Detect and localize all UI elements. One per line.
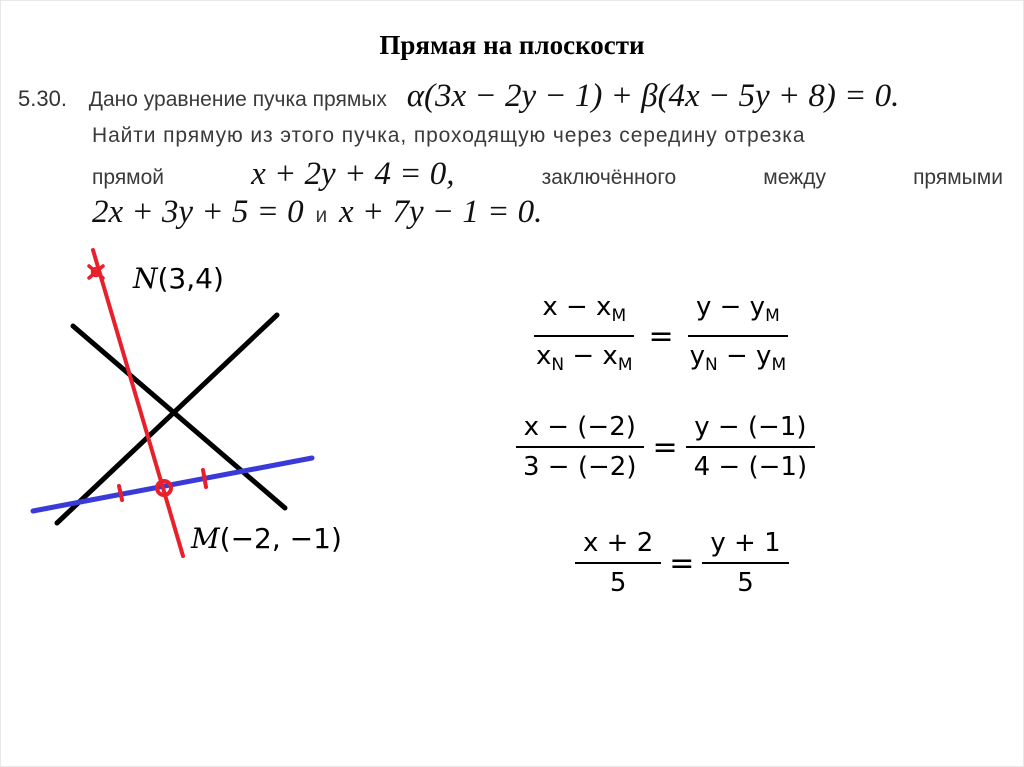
point-m-name: M [191, 522, 220, 555]
fraction-right [686, 408, 815, 486]
segment-line-equation: x + 2y + 4 = 0, [251, 156, 455, 192]
problem-word-between: между [763, 166, 826, 189]
page-title: Прямая на плоскости [379, 30, 645, 60]
numerator: $x - x_M$ [534, 288, 634, 337]
point-n-coords: (3,4) [157, 262, 224, 295]
formula-simplified [575, 524, 789, 602]
equals-sign: = [648, 318, 674, 354]
denominator: 5 [609, 568, 627, 598]
problem-word-lines: прямыми [913, 166, 1003, 189]
equals-sign: = [669, 545, 695, 581]
formula-two-point [528, 288, 794, 384]
segment-line [33, 458, 312, 511]
denominator: $y_N - y_M$ [689, 341, 787, 376]
fraction-left [575, 524, 661, 602]
denominator: $x_N - x_M$ [536, 341, 633, 376]
point-m-label [191, 522, 342, 555]
fraction-right [702, 524, 788, 602]
numerator: x + 2 [575, 524, 661, 564]
fraction-left [515, 408, 644, 486]
problem-text-1: Дано уравнение пучка прямых [88, 88, 387, 111]
denominator: 4 − (−1) [693, 452, 808, 482]
numerator: x − (−2) [516, 408, 644, 448]
tick-mark-right [203, 470, 206, 487]
problem-word-and: и [315, 204, 328, 227]
fraction-right [682, 288, 794, 384]
second-line-equation: x + 7y − 1 = 0. [339, 194, 543, 230]
equals-sign: = [652, 429, 678, 465]
problem-word-line: прямой [92, 166, 165, 189]
problem-word-enclosed: заключённого [541, 166, 677, 189]
bundle-equation: α(3x − 2y − 1) + β(4x − 5y + 8) = 0. [406, 78, 900, 114]
tick-mark-left [119, 486, 122, 500]
numerator: $y - y_M$ [688, 288, 788, 337]
denominator: 5 [737, 568, 754, 598]
problem-number: 5.30. [18, 86, 67, 111]
point-m-coords: (−2, −1) [219, 522, 342, 555]
denominator: 3 − (−2) [523, 452, 637, 482]
problem-text-2: Найти прямую из этого пучка, проходящую через середину отрезка [92, 124, 806, 147]
first-line-equation: 2x + 3y + 5 = 0 [92, 194, 304, 230]
numerator: y − (−1) [686, 408, 814, 448]
point-n-marker [89, 266, 103, 278]
formula-substituted [515, 408, 815, 486]
answer-line [93, 250, 183, 556]
point-n-label [133, 262, 224, 295]
bundle-line-2 [57, 315, 277, 523]
fraction-left [528, 288, 640, 384]
point-n-name: N [133, 262, 158, 295]
numerator: y + 1 [702, 524, 788, 564]
